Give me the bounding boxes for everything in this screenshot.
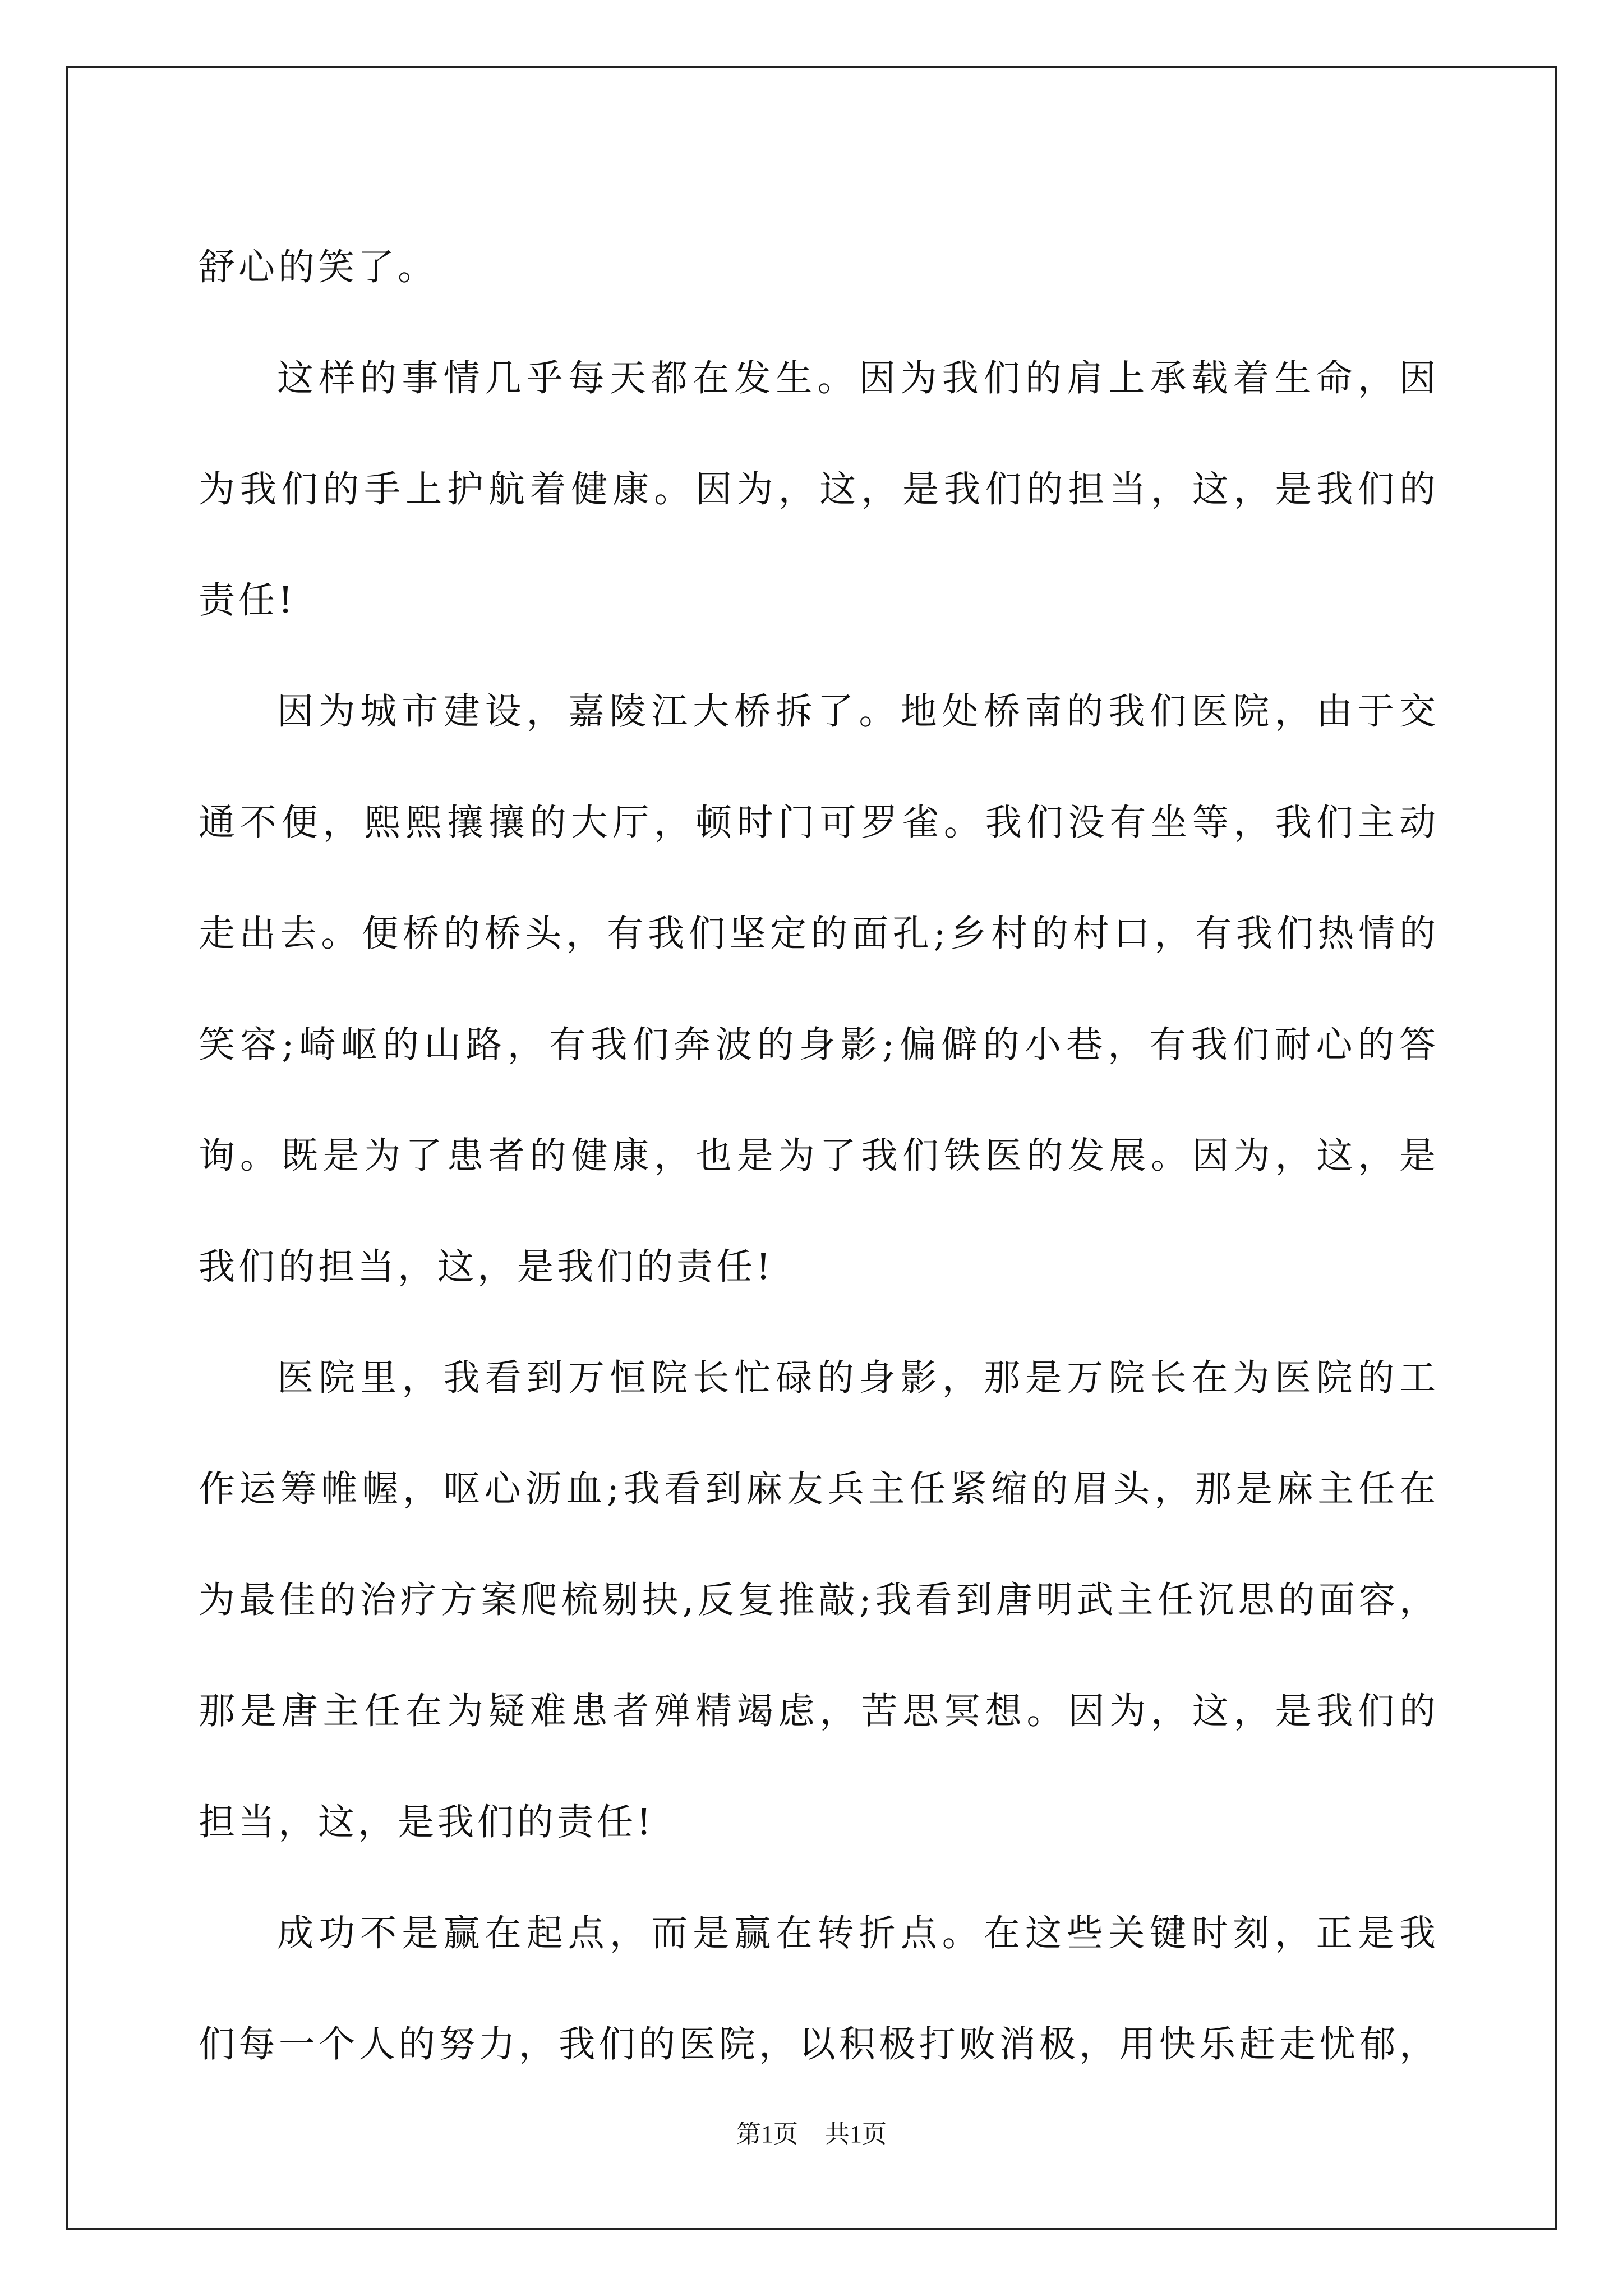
text-line: 笑容;崎岖的山路，有我们奔波的身影;偏僻的小巷，有我们耐心的答 <box>199 1024 1439 1066</box>
text-line: 作运筹帷幄，呕心沥血;我看到麻友兵主任紧缩的眉头，那是麻主任在 <box>199 1468 1439 1510</box>
text-line: 走出去。便桥的桥头，有我们坚定的面孔;乡村的村口，有我们热情的 <box>199 913 1439 955</box>
page-footer <box>0 2114 1623 2150</box>
page-total: 共1页 <box>825 2120 887 2148</box>
document-body <box>199 212 1439 2100</box>
text-line: 舒心的笑了。 <box>199 246 438 288</box>
text-line: 担当，这，是我们的责任! <box>199 1801 655 1843</box>
text-line: 那是唐主任在为疑难患者殚精竭虑，苦思冥想。因为，这，是我们的 <box>199 1690 1439 1732</box>
text-line: 们每一个人的努力，我们的医院，以积极打败消极，用快乐赶走忧郁， <box>199 2023 1439 2065</box>
paragraph-first-line: 医院里，我看到万恒院长忙碌的身影，那是万院长在为医院的工 <box>277 1357 1439 1399</box>
text-line: 我们的担当，这，是我们的责任! <box>199 1246 774 1288</box>
text-line: 为我们的手上护航着健康。因为，这，是我们的担当，这，是我们的 <box>199 468 1439 510</box>
text-line: 责任! <box>199 579 297 622</box>
text-line: 询。既是为了患者的健康，也是为了我们铁医的发展。因为，这，是 <box>199 1135 1439 1177</box>
paragraph-first-line: 成功不是赢在起点，而是赢在转折点。在这些关键时刻，正是我 <box>277 1912 1439 1954</box>
text-line: 为最佳的治疗方案爬梳剔抉,反复推敲;我看到唐明武主任沉思的面容， <box>199 1579 1439 1621</box>
page-number: 第1页 <box>736 2120 798 2148</box>
text-line: 通不便，熙熙攘攘的大厅，顿时门可罗雀。我们没有坐等，我们主动 <box>199 802 1439 844</box>
paragraph-first-line: 这样的事情几乎每天都在发生。因为我们的肩上承载着生命，因 <box>277 357 1439 399</box>
paragraph-first-line: 因为城市建设，嘉陵江大桥拆了。地处桥南的我们医院，由于交 <box>277 691 1439 733</box>
